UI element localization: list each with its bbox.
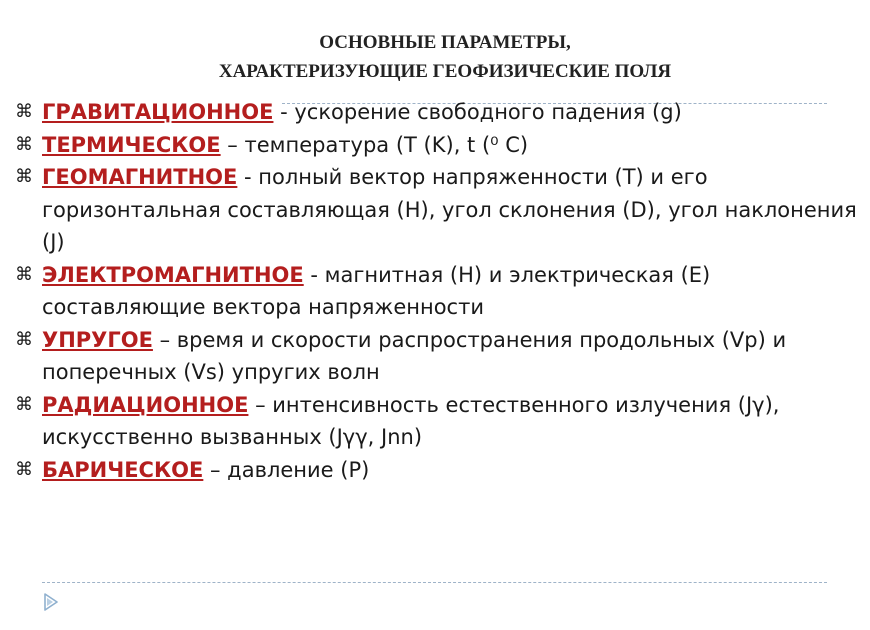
item-description: - магнитная (H) и электрическая (E) составляющие вектора напряженности [42, 262, 711, 319]
parameter-list [14, 96, 864, 486]
item-term: УПРУГОЕ [42, 327, 153, 352]
list-item-baric [14, 454, 864, 487]
pinwheel-bullet-icon: ⌘ [15, 133, 33, 155]
item-description: - ускорение свободного падения (g) [273, 100, 682, 124]
pinwheel-bullet-icon: ⌘ [15, 263, 33, 285]
pinwheel-bullet-icon: ⌘ [15, 393, 33, 415]
pinwheel-bullet-icon: ⌘ [15, 101, 33, 122]
triangle-arrow-icon [44, 593, 58, 611]
bottom-divider [42, 582, 827, 583]
item-term: ГЕОМАГНИТНОЕ [42, 165, 238, 189]
item-description: – интенсивность естественного излучения (Jγ), искусственно вызванных (Jγγ, Jnn) [42, 392, 780, 449]
pinwheel-bullet-icon: ⌘ [15, 458, 33, 480]
list-item-elastic [14, 324, 864, 389]
title-line-1: ОСНОВНЫЕ ПАРАМЕТРЫ, [319, 32, 571, 53]
list-item-thermal [14, 129, 864, 162]
slide-title [150, 28, 740, 86]
item-term: РАДИАЦИОННОЕ [42, 392, 249, 417]
list-item-geomagnetic [14, 161, 864, 259]
item-description: - полный вектор напряженности (T) и его горизонтальная составляющая (H), угол склонения (D), угол наклонения (J) [42, 165, 857, 254]
list-item-gravity [14, 96, 864, 129]
item-description: – температура (T (K), t (⁰ C) [220, 132, 529, 157]
item-description: – давление (P) [203, 457, 370, 482]
list-item-radiation [14, 389, 864, 454]
item-term: БАРИЧЕСКОЕ [42, 457, 204, 482]
list-item-electromagnetic [14, 259, 864, 324]
title-line-2: ХАРАКТЕРИЗУЮЩИЕ ГЕОФИЗИЧЕСКИЕ ПОЛЯ [218, 61, 672, 82]
item-term: ГРАВИТАЦИОННОЕ [42, 100, 274, 124]
item-term: ТЕРМИЧЕСКОЕ [42, 132, 221, 157]
pinwheel-bullet-icon: ⌘ [15, 166, 33, 187]
item-term: ЭЛЕКТРОМАГНИТНОЕ [42, 262, 304, 287]
item-description: – время и скорости распространения продольных (Vp) и поперечных (Vs) упругих волн [42, 327, 787, 384]
pinwheel-bullet-icon: ⌘ [15, 328, 33, 350]
